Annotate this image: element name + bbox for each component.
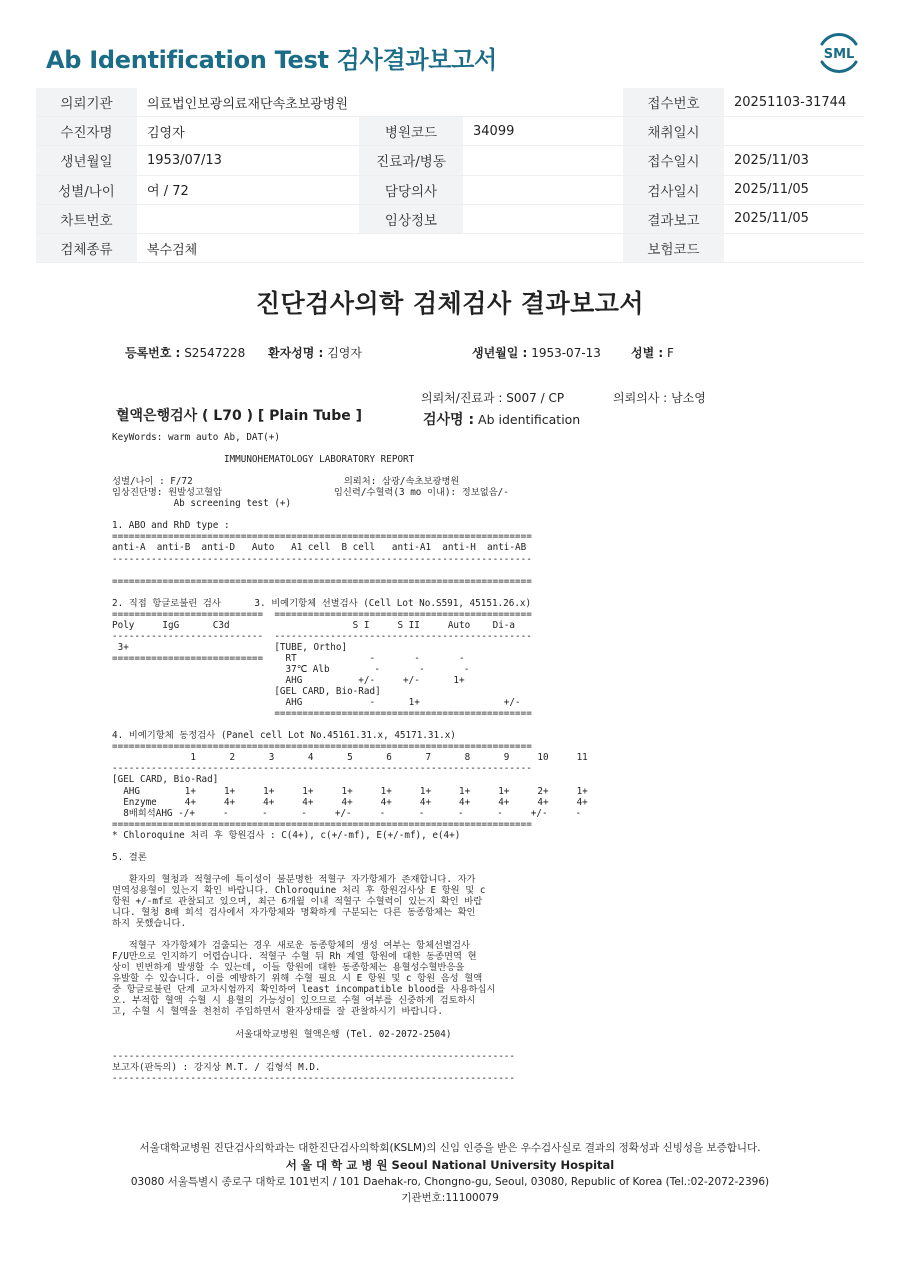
report-line: 3+ [TUBE, Ortho] <box>112 641 348 653</box>
value-birth-date: 1953/07/13 <box>137 146 359 175</box>
registration-number <box>125 344 245 361</box>
report-line: F/U만으로 인지하기 어렵습니다. 적혈구 수혈 뒤 Rh 계열 항원에 대한 동종면역 현 <box>112 951 477 963</box>
report-line <box>112 509 588 520</box>
page-title: Ab Identification Test 검사결과보고서 <box>46 46 497 74</box>
value-department-ward <box>463 146 623 175</box>
requesting-doctor-value: 남소영 <box>671 391 706 405</box>
report-line: KeyWords: warm auto Ab, DAT(+) <box>112 432 280 443</box>
requesting-doctor-label: 의뢰의사 : <box>613 391 668 405</box>
report-line <box>112 719 588 730</box>
report-line: AHG +/- +/- 1+ <box>112 675 465 687</box>
value-hospital-code: 34099 <box>463 117 623 146</box>
report-line: 항원 +/-mf로 관찰되고 있으며, 최근 6개월 이내 적혈구 수혈력이 있는지 확인 바랍 <box>112 895 483 907</box>
report-line: 임상진단명: 원발성고혈압 임신력/수혈력(3 mo 이내): 정보없음/- <box>112 487 509 499</box>
report-line: AHG 1+ 1+ 1+ 1+ 1+ 1+ 1+ 1+ 1+ 2+ 1+ <box>112 785 588 797</box>
value-insurance-code <box>724 233 864 262</box>
value-result-report: 2025/11/05 <box>724 204 864 233</box>
report-line: =========================== ============================================== <box>112 608 532 620</box>
report-line: * Chloroquine 처리 후 항원검사 : C(4+), c(+/-mf), E(+/-mf), e(4+) <box>112 829 461 841</box>
label-result-report: 결과보고 <box>623 204 724 233</box>
report-line: Poly IgG C3d S I S II Auto Di-a <box>112 619 515 631</box>
patient-name-label: 환자성명 : <box>268 346 324 360</box>
report-line: [GEL CARD, Bio-Rad] <box>112 774 219 786</box>
report-line: =========================================================================== <box>112 575 532 587</box>
report-line: =========================================================================== <box>112 818 532 830</box>
registration-number-value: S2547228 <box>184 346 246 360</box>
report-line: --------------------------- ---------------------------------------------- <box>112 630 532 642</box>
report-line: Ab screening test (+) <box>112 498 292 510</box>
report-line <box>112 1040 588 1051</box>
info-row <box>36 146 864 175</box>
report-line: ------------------------------------------------------------------------ <box>112 1050 515 1062</box>
report-line <box>112 565 588 576</box>
report-line: 1. ABO and RhD type : <box>112 520 230 532</box>
value-receipt-number: 20251103-31744 <box>724 88 864 117</box>
report-line <box>112 863 588 874</box>
value-collection-datetime <box>724 117 864 146</box>
report-line: 보고자(판독의) : 강지상 M.T. / 김형석 M.D. <box>112 1061 321 1073</box>
value-sex-age: 여 / 72 <box>137 175 359 204</box>
patient-name <box>268 344 362 361</box>
report-line: Enzyme 4+ 4+ 4+ 4+ 4+ 4+ 4+ 4+ 4+ 4+ 4+ <box>112 796 588 808</box>
report-line: 성별/나이 : F/72 의뢰처: 삼광/속초보광병원 <box>112 476 460 488</box>
report-line: 서울대학교병원 혈액은행 (Tel. 02-2072-2504) <box>112 1028 452 1040</box>
report-line <box>112 465 588 476</box>
info-row <box>36 88 864 117</box>
info-row <box>36 233 864 262</box>
report-line: 4. 비예기항체 동정검사 (Panel cell Lot No.45161.31.x, 45171.31.x) <box>112 730 456 742</box>
label-patient-name: 수진자명 <box>36 117 137 146</box>
registration-number-label: 등록번호 : <box>125 346 181 360</box>
test-name <box>423 409 580 429</box>
report-line: =========================================================================== <box>112 741 532 753</box>
test-section: 혈액은행검사 ( L70 ) [ Plain Tube ] <box>116 408 363 424</box>
value-patient-name: 김영자 <box>137 117 359 146</box>
report-line: 오. 부적합 혈액 수혈 시 용혈의 가능성이 있으므로 수혈 여부를 신중하게 검토하시 <box>112 995 476 1007</box>
report-line: ------------------------------------------------------------------------ <box>112 1072 515 1084</box>
sex-value: F <box>667 346 674 360</box>
test-name-value: Ab identification <box>478 412 581 427</box>
report-line: =========================== RT - - - <box>112 652 465 664</box>
value-clinical-info <box>463 204 623 233</box>
lab-report-text <box>112 432 588 1084</box>
report-line: 8배희석AHG -/+ - - - +/- - - - - +/- - <box>112 807 582 819</box>
report-line <box>112 841 588 852</box>
label-receipt-number: 접수번호 <box>623 88 724 117</box>
report-line: anti-A anti-B anti-D Auto A1 cell B cell anti-A1 anti-H anti-AB <box>112 542 527 554</box>
label-requesting-institution: 의뢰기관 <box>36 88 137 117</box>
report-line: 면역성용혈이 있는지 확인 바랍니다. Chloroquine 처리 후 항원검사상 E 항원 및 c <box>112 884 486 896</box>
label-sex-age: 성별/나이 <box>36 175 137 204</box>
footer-accreditation: 서울대학교병원 진단검사의학과는 대한진단검사의학회(KSLM)의 신임 인증을 받은 우수검사실로 결과의 정확성과 신빙성을 보증합니다. <box>139 1142 761 1154</box>
report-line <box>112 587 588 598</box>
report-line: --------------------------------------------------------------------------- <box>112 553 532 565</box>
report-line: 상이 빈번하게 발생할 수 있는데, 이들 항원에 대한 동종항체는 용혈성수혈반응을 <box>112 962 465 974</box>
requesting-department-label: 의뢰처/진료과 : <box>421 391 503 405</box>
logo-text: SML <box>823 47 855 62</box>
report-line: 니다. 혈청 8배 희석 검사에서 자가항체와 명확하게 구분되는 다른 동종항체는 확인 <box>112 907 476 919</box>
report-line: IMMUNOHEMATOLOGY LABORATORY REPORT <box>112 454 415 466</box>
requesting-department <box>421 389 564 406</box>
sex <box>631 344 674 361</box>
report-line: 1 2 3 4 5 6 7 8 9 10 11 <box>112 752 588 764</box>
report-line: 환자의 혈청과 적혈구에 특이성이 불분명한 적혈구 자가항체가 존재합니다. 자가 <box>112 873 476 885</box>
label-chart-number: 차트번호 <box>36 204 137 233</box>
value-specimen-type: 복수검체 <box>137 233 623 262</box>
birth-date-label: 생년월일 : <box>472 346 528 360</box>
report-line <box>112 443 588 454</box>
label-insurance-code: 보험코드 <box>623 233 724 262</box>
report-line: 유발할 수 있습니다. 이를 예방하기 위해 수혈 필요 시 E 항원 및 c 항원 음성 혈액 <box>112 973 483 985</box>
requesting-department-value: S007 / CP <box>506 391 565 405</box>
sml-logo <box>816 30 862 76</box>
label-attending-doctor: 담당의사 <box>359 175 463 204</box>
report-line: =========================================================================== <box>112 531 532 543</box>
test-name-label: 검사명 : <box>423 412 475 428</box>
value-test-datetime: 2025/11/05 <box>724 175 864 204</box>
report-line: [GEL CARD, Bio-Rad] <box>112 686 381 698</box>
birth-date-value: 1953-07-13 <box>531 346 601 360</box>
info-row <box>36 175 864 204</box>
label-test-datetime: 검사일시 <box>623 175 724 204</box>
footer-institution-number: 기관번호:11100079 <box>401 1192 499 1204</box>
sex-label: 성별 : <box>631 346 664 360</box>
requesting-doctor <box>613 389 706 406</box>
report-line: 적혈구 자가항체가 검출되는 경우 새로운 동종항체의 생성 여부는 항체선별검사 <box>112 940 470 952</box>
info-row <box>36 204 864 233</box>
label-department-ward: 진료과/병동 <box>359 146 463 175</box>
birth-date <box>472 344 601 361</box>
value-attending-doctor <box>463 175 623 204</box>
report-line: ============================================== <box>112 708 532 720</box>
footer-address: 03080 서울특별시 종로구 대학로 101번지 / 101 Daehak-ro, Chongno-gu, Seoul, 03080, Republic of Korea (Tel.:02-2072-2396) <box>130 1176 770 1188</box>
label-specimen-type: 검체종류 <box>36 233 137 262</box>
label-birth-date: 생년월일 <box>36 146 137 175</box>
report-line: 5. 결론 <box>112 851 147 863</box>
value-requesting-institution: 의료법인보광의료재단속초보광병원 <box>137 88 623 117</box>
report-line: 하지 못했습니다. <box>112 918 187 930</box>
report-line: AHG - 1+ +/- <box>112 697 521 709</box>
label-hospital-code: 병원코드 <box>359 117 463 146</box>
report-line: 중 항글로불린 단계 교차시험까지 확인하여 least incompatible blood를 사용하십시 <box>112 984 496 996</box>
report-line: --------------------------------------------------------------------------- <box>112 763 532 775</box>
label-clinical-info: 임상정보 <box>359 204 463 233</box>
footer-hospital-name: 서 울 대 학 교 병 원 Seoul National University Hospital <box>285 1158 615 1172</box>
report-line: 고, 수혈 시 혈액을 천천히 주입하면서 환자상태를 잘 관찰하시기 바랍니다. <box>112 1006 443 1018</box>
info-row <box>36 117 864 146</box>
report-line <box>112 1017 588 1028</box>
value-receipt-datetime: 2025/11/03 <box>724 146 864 175</box>
patient-info-table <box>36 88 864 263</box>
report-line: 37℃ Alb - - - <box>112 663 470 675</box>
value-chart-number <box>137 204 359 233</box>
report-line <box>112 929 588 940</box>
report-line: 2. 직접 항글로불린 검사 3. 비예기항체 선별검사 (Cell Lot No.S591, 45151.26.x) <box>112 597 532 609</box>
report-title: 진단검사의학 검체검사 결과보고서 <box>255 289 645 318</box>
label-collection-datetime: 채취일시 <box>623 117 724 146</box>
label-receipt-datetime: 접수일시 <box>623 146 724 175</box>
patient-name-value: 김영자 <box>327 346 362 360</box>
